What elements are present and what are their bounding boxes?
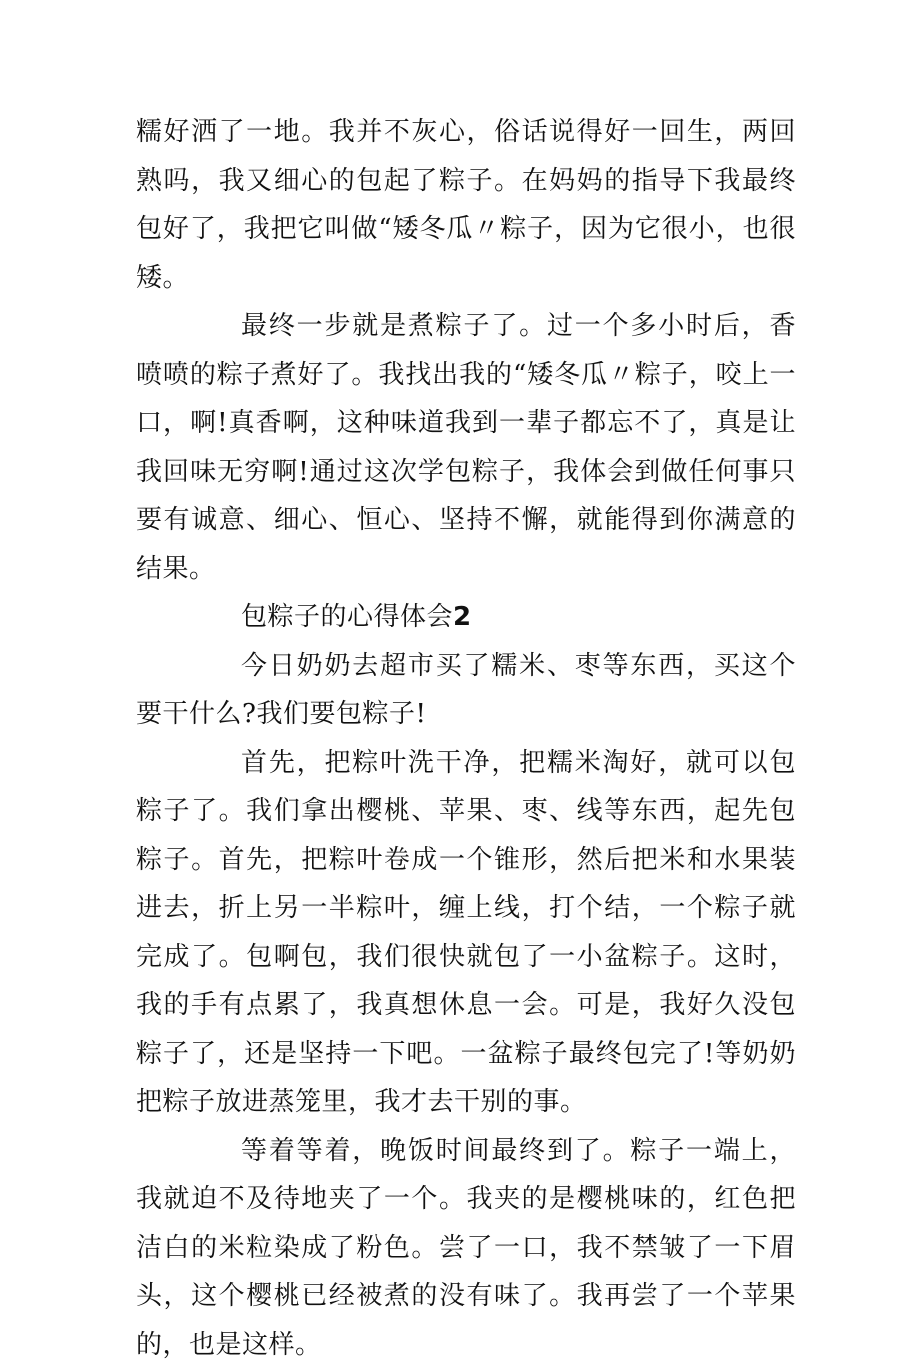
paragraph-continued: 糯好洒了一地。我并不灰心，俗话说得好一回生，两回熟吗，我又细心的包起了粽子。在妈妈的指导下我最终包好了，我把它叫做“矮冬瓜〃粽子，因为它很小，也很矮。	[136, 108, 796, 302]
paragraph-dinner: 等着等着，晚饭时间最终到了。粽子一端上，我就迫不及待地夹了一个。我夹的是樱桃味的，红色把洁白的米粒染成了粉色。尝了一口，我不禁皱了一下眉头，这个樱桃已经被煮的没有味了。我再尝了一个苹果的，也是这样。	[136, 1127, 796, 1369]
section-heading-title: 包粽子的心得体会	[241, 602, 453, 632]
paragraph-wrapping: 首先，把粽叶洗干净，把糯米淘好，就可以包粽子了。我们拿出樱桃、苹果、枣、线等东西，起先包粽子。首先，把粽叶卷成一个锥形，然后把米和水果装进去，折上另一半粽叶，缠上线，打个结，一个粽子就完成了。包啊包，我们很快就包了一小盆粽子。这时，我的手有点累了，我真想休息一会。可是，我好久没包粽子了，还是坚持一下吧。一盆粽子最终包完了!等奶奶把粽子放进蒸笼里，我才去干别的事。	[136, 739, 796, 1127]
section-heading-number: 2	[453, 602, 472, 632]
paragraph-cooking: 最终一步就是煮粽子了。过一个多小时后，香喷喷的粽子煮好了。我找出我的“矮冬瓜〃粽子，咬上一口，啊!真香啊，这种味道我到一辈子都忘不了，真是让我回味无穷啊!通过这次学包粽子，我体会到做任何事只要有诚意、细心、恒心、坚持不懈，就能得到你满意的结果。	[136, 302, 796, 593]
paragraph-intro: 今日奶奶去超市买了糯米、枣等东西，买这个要干什么?我们要包粽子!	[136, 642, 796, 739]
document-body	[136, 108, 796, 1369]
section-heading	[136, 593, 796, 642]
